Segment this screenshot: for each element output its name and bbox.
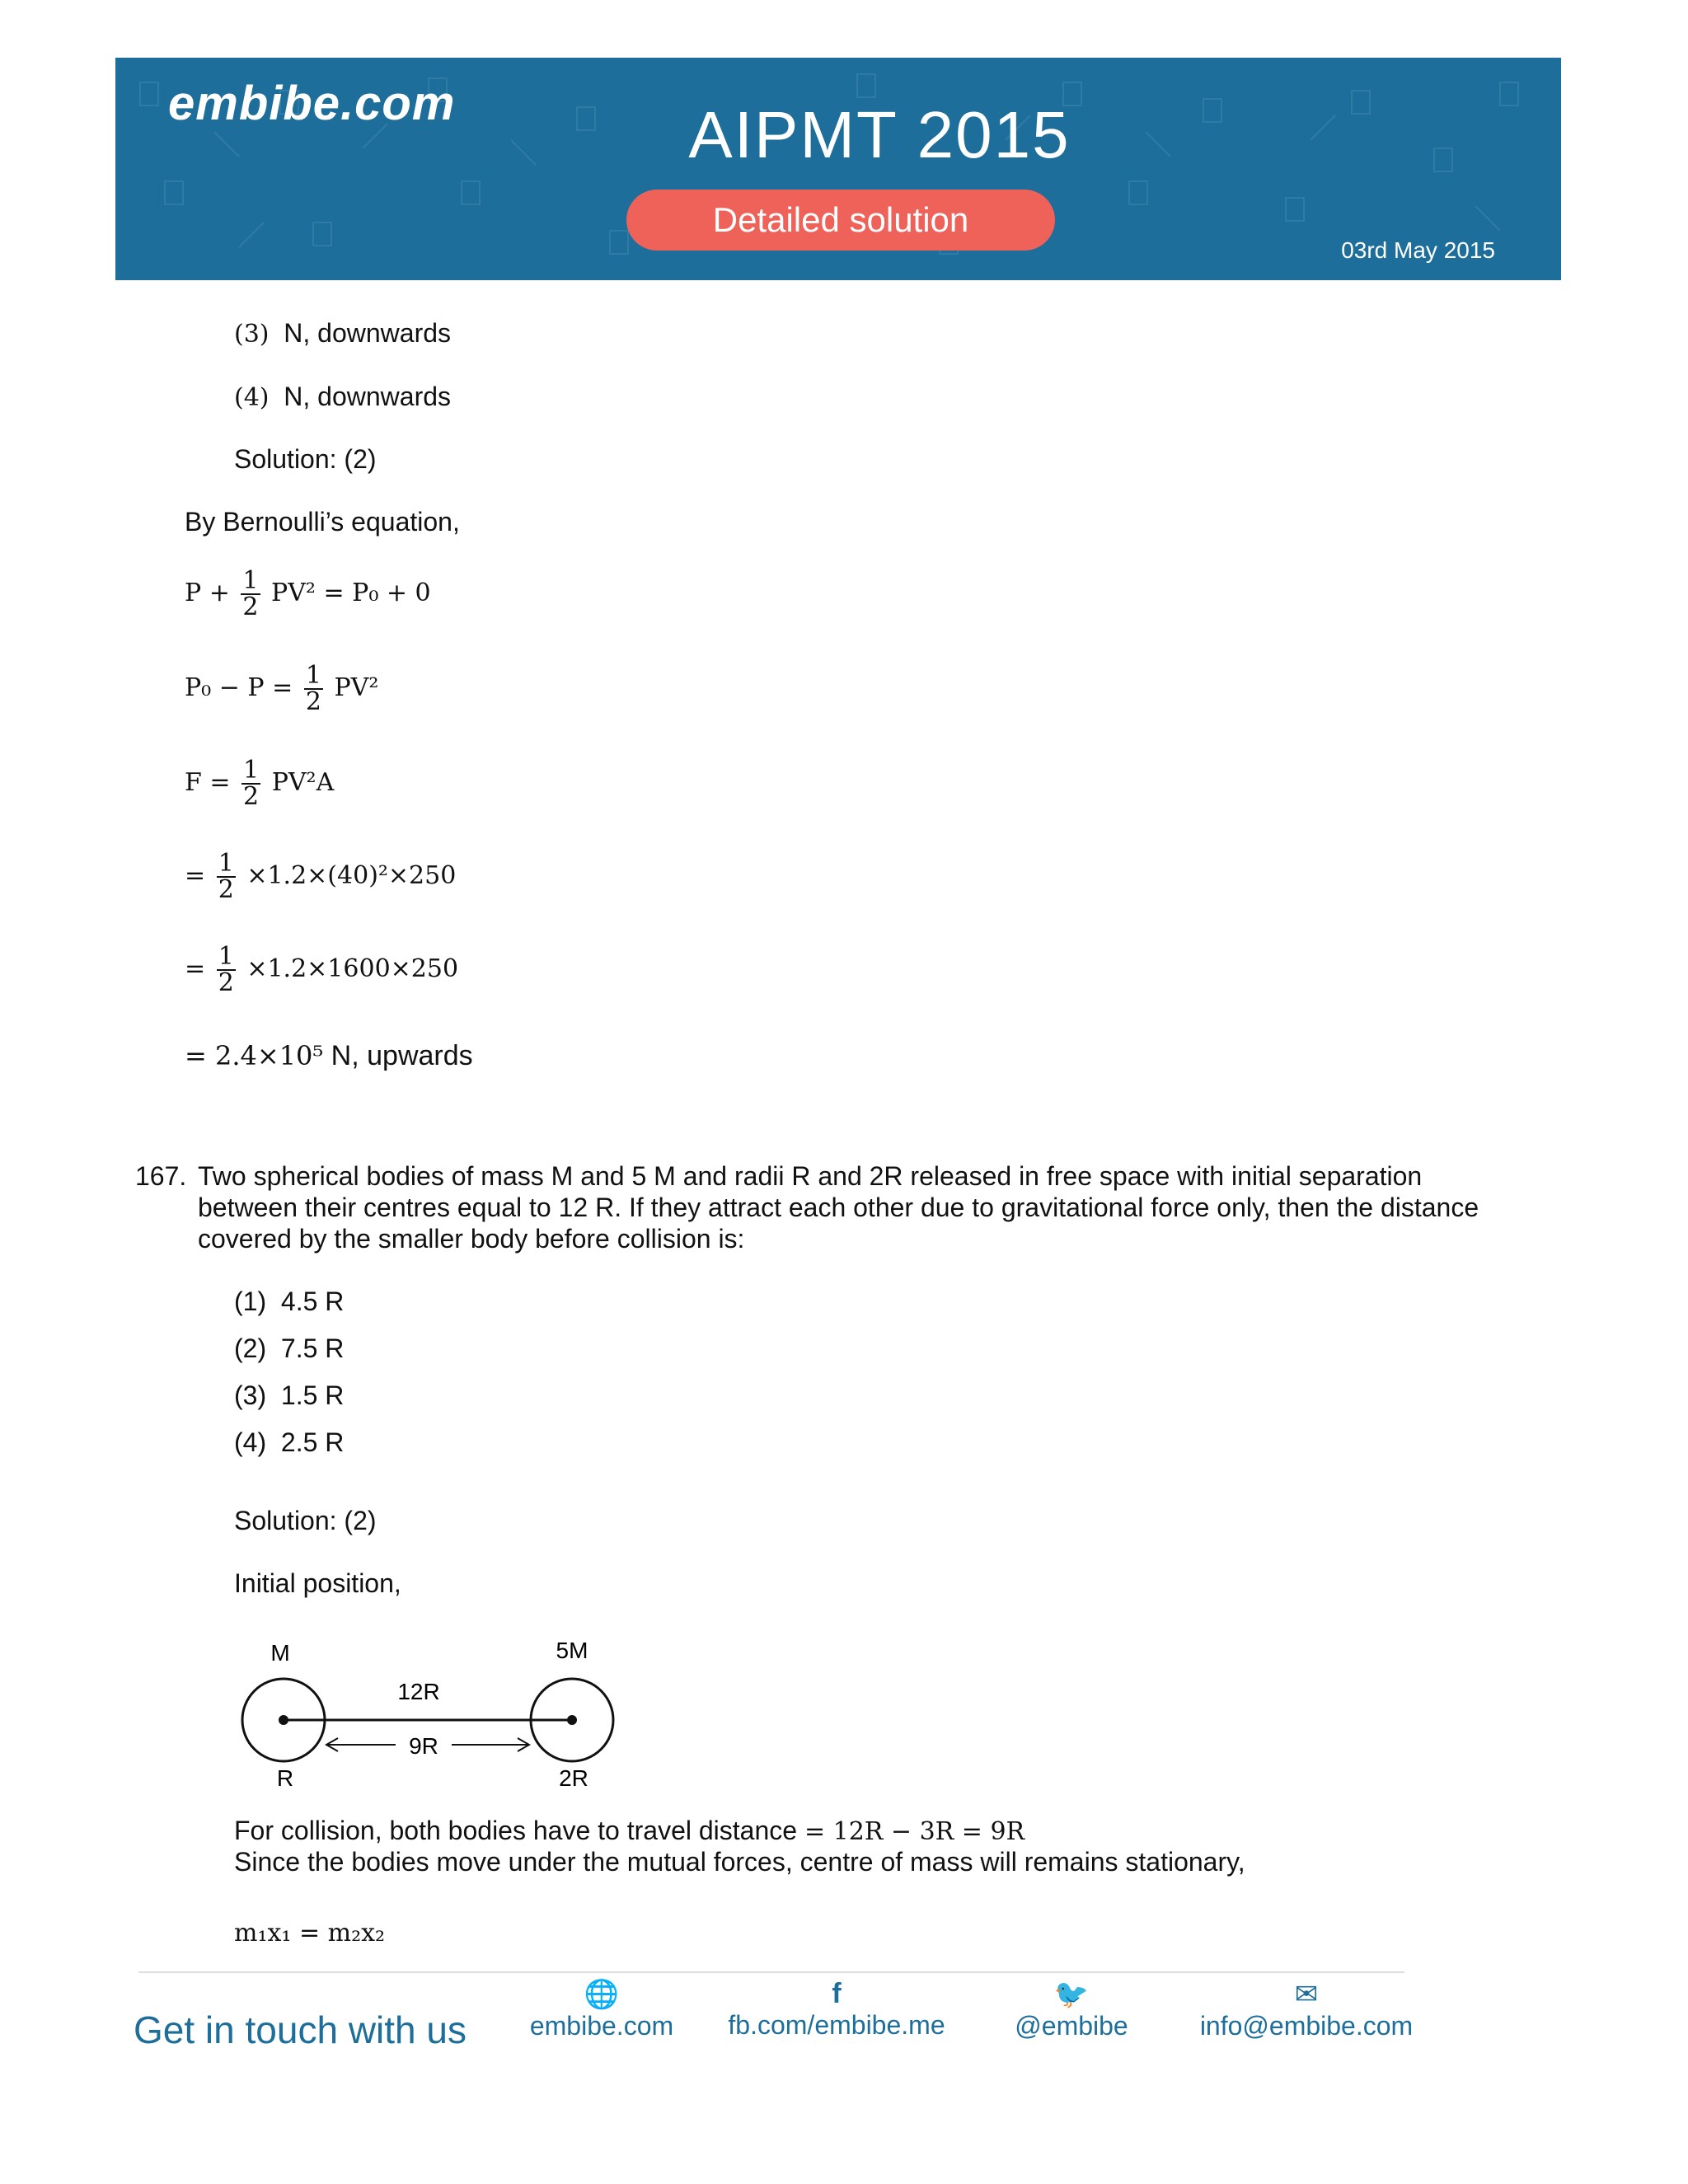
label-radius-2r: 2R	[559, 1765, 588, 1791]
exam-title: AIPMT 2015	[688, 98, 1071, 171]
equation-step-3: F = $\frac{1}{2}$ PV²A	[185, 756, 335, 811]
detailed-solution-badge: Detailed solution	[626, 190, 1055, 251]
label-radius-r: R	[276, 1765, 294, 1791]
get-in-touch-heading: Get in touch with us	[134, 2008, 467, 2051]
question-line-2: between their centres equal to 12 R. If they attract each other due to gravitational force only, then the distance	[198, 1193, 1479, 1222]
equation-step-5: = $\frac{1}{2}$ ×1.2×1600×250	[185, 942, 459, 997]
footer-link-facebook[interactable]: f fb.com/embibe.me	[717, 1978, 956, 2041]
q-option-2: (2) 7.5 R	[234, 1333, 345, 1363]
solution-label: Solution: (2)	[234, 444, 377, 474]
header-banner	[115, 58, 1561, 280]
q-option-4: (4) 2.5 R	[234, 1427, 345, 1457]
equation-step-4: = $\frac{1}{2}$ ×1.2×(40)²×250	[185, 849, 457, 904]
option-4: (4) N, downwards	[234, 382, 452, 412]
brand-logo: embibe.com	[168, 77, 456, 130]
momentum-equation: m₁x₁ = m₂x₂	[234, 1919, 386, 1947]
half-fraction: $\frac{1}{2}$	[243, 756, 260, 811]
q-option-1: (1) 4.5 R	[234, 1286, 345, 1316]
footer-link-twitter[interactable]: 🐦 @embibe	[1006, 1978, 1137, 2041]
question-number: 167.	[135, 1161, 187, 1191]
two-body-diagram	[231, 1636, 626, 1793]
half-fraction: $\frac{1}{2}$	[305, 661, 321, 716]
facebook-icon: f	[832, 1978, 842, 2009]
centre-of-mass-line: Since the bodies move under the mutual forces, centre of mass will remains stationary,	[234, 1847, 1245, 1877]
label-mass-5m: 5M	[556, 1638, 588, 1663]
label-mass-m: M	[270, 1640, 290, 1666]
label-gap: 9R	[409, 1733, 438, 1759]
label-separation: 12R	[397, 1679, 440, 1704]
q-option-3: (3) 1.5 R	[234, 1380, 345, 1410]
footer-link-website[interactable]: 🌐 embibe.com	[519, 1978, 684, 2041]
q-solution-label: Solution: (2)	[234, 1506, 377, 1535]
globe-icon: 🌐	[584, 1979, 620, 2010]
collision-distance-line: For collision, both bodies have to travel distance = 12R − 3R = 9R	[234, 1816, 1025, 1846]
question-line-1: Two spherical bodies of mass M and 5 M and radii R and 2R released in free space with initial separation	[198, 1161, 1423, 1191]
initial-position-label: Initial position,	[234, 1568, 401, 1598]
equation-result: = 2.4×10⁵ N, upwards	[185, 1040, 473, 1071]
bernoulli-intro: By Bernoulli’s equation,	[185, 507, 460, 537]
mail-icon: ✉	[1294, 1979, 1319, 2010]
footer-divider	[138, 1971, 1404, 1973]
question-line-3: covered by the smaller body before collision is:	[198, 1224, 745, 1254]
option-3: (3) N, downwards	[234, 318, 452, 349]
half-fraction: $\frac{1}{2}$	[218, 849, 234, 904]
footer-link-email[interactable]: ✉ info@embibe.com	[1187, 1978, 1426, 2041]
half-fraction: $\frac{1}{2}$	[242, 566, 259, 621]
half-fraction: $\frac{1}{2}$	[218, 942, 234, 997]
exam-date: 03rd May 2015	[1341, 237, 1495, 263]
twitter-icon: 🐦	[1053, 1979, 1090, 2010]
equation-step-1: P + $\frac{1}{2}$ PV² = P₀ + 0	[185, 566, 431, 621]
equation-step-2: P₀ − P = $\frac{1}{2}$ PV²	[185, 661, 379, 716]
